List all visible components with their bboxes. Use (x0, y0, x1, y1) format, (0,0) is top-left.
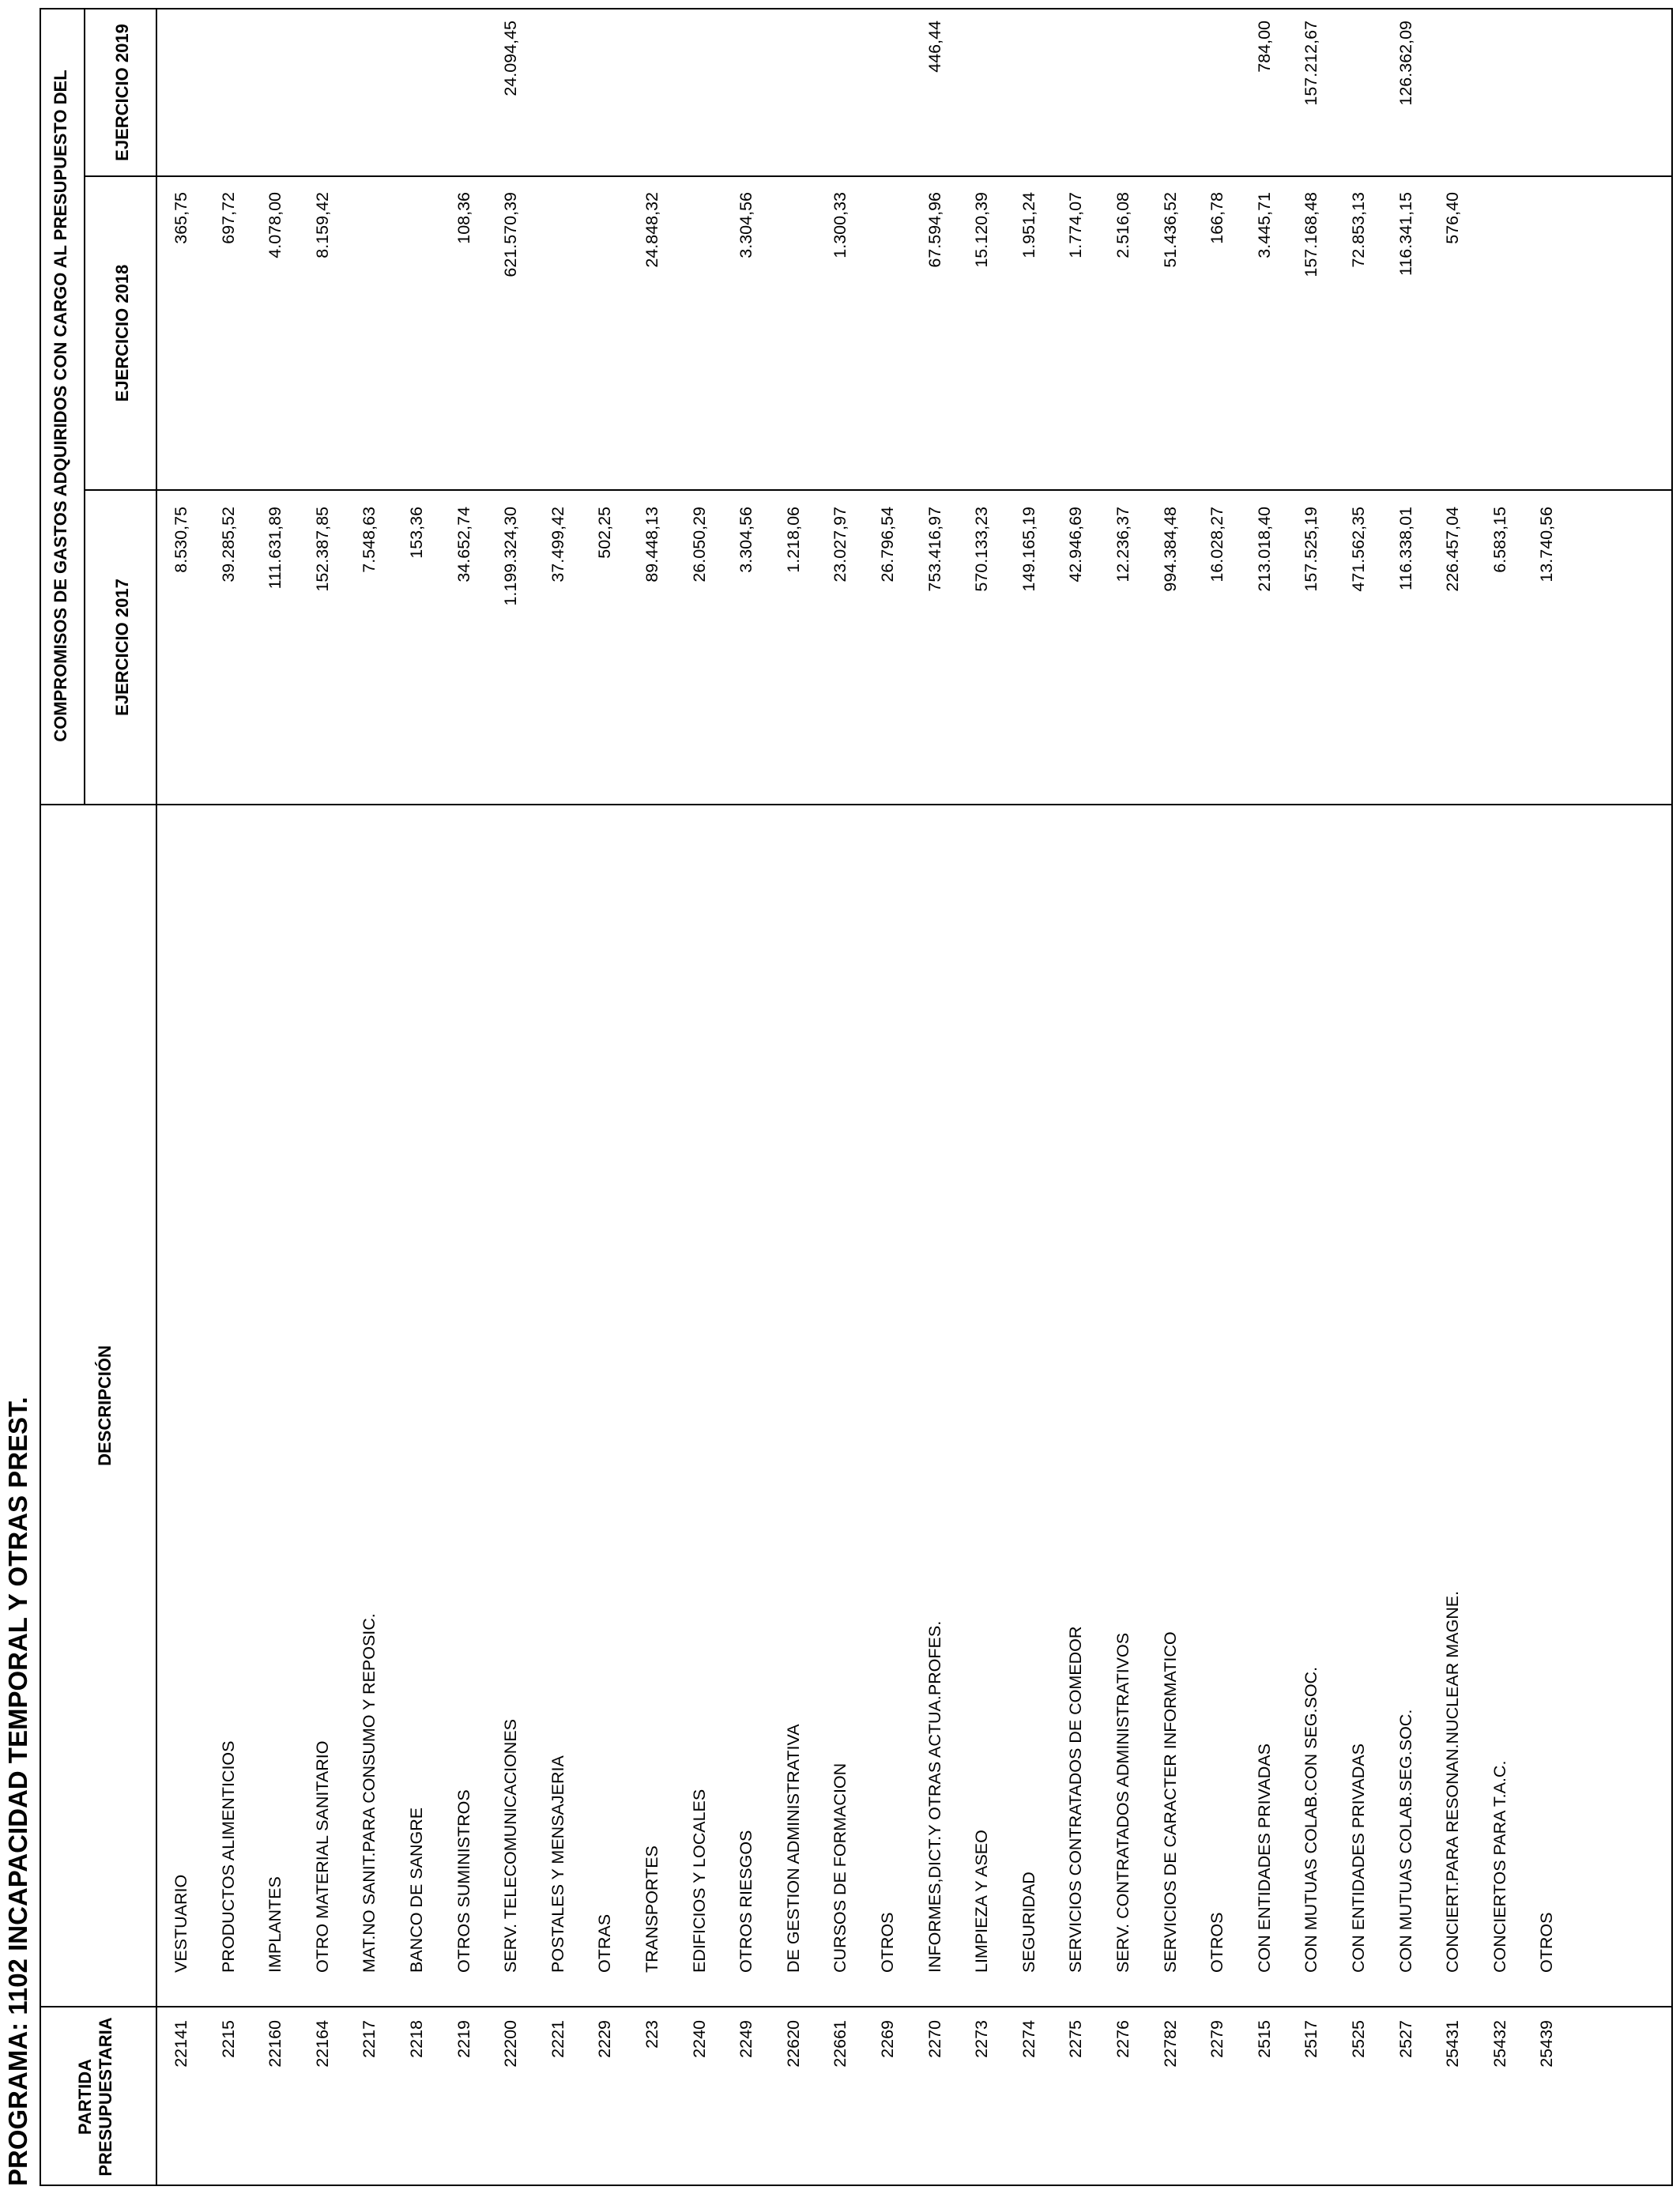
header-descripcion: DESCRIPCIÓN (95, 1345, 115, 1466)
cell-descripcion: CON MUTUAS COLAB.CON SEG.SOC. (1301, 1666, 1321, 1973)
cell-ejercicio-2017: 26.796,54 (878, 507, 897, 582)
cell-ejercicio-2017: 157.525,19 (1301, 507, 1321, 592)
cell-partida: 2215 (218, 2020, 238, 2058)
cell-partida: 2279 (1207, 2020, 1227, 2058)
cell-descripcion: OTROS (878, 1912, 897, 1973)
cell-ejercicio-2018: 1.300,33 (831, 192, 850, 258)
cell-ejercicio-2017: 213.018,40 (1254, 507, 1274, 592)
col-rule-2 (40, 804, 1673, 805)
cell-ejercicio-2019: 24.094,45 (501, 21, 521, 96)
cell-partida: 2229 (595, 2020, 615, 2058)
cell-ejercicio-2017: 8.530,75 (171, 507, 190, 573)
table-bottom-rule (1671, 8, 1673, 2186)
cell-descripcion: SERVICIOS CONTRATADOS DE COMEDOR (1066, 1626, 1086, 1973)
cell-partida: 2517 (1301, 2020, 1321, 2058)
cell-ejercicio-2017: 34.652,74 (454, 507, 473, 582)
cell-ejercicio-2018: 576,40 (1443, 192, 1463, 244)
cell-ejercicio-2017: 3.304,56 (736, 507, 756, 573)
cell-descripcion: CONCIERT.PARA RESONAN.NUCLEAR MAGNE. (1443, 1590, 1463, 1973)
cell-partida: 22620 (783, 2020, 803, 2068)
cell-ejercicio-2017: 37.499,42 (548, 507, 567, 582)
cell-ejercicio-2017: 23.027,97 (831, 507, 850, 582)
cell-partida: 2274 (1019, 2020, 1038, 2058)
cell-ejercicio-2017: 149.165,19 (1019, 507, 1038, 592)
cell-ejercicio-2019: 157.212,67 (1301, 21, 1321, 106)
cell-partida: 2221 (548, 2020, 567, 2058)
program-title: PROGRAMA: 1102 INCAPACIDAD TEMPORAL Y OTRAS PREST. (3, 1397, 32, 2186)
header-ejercicio-2018: EJERCICIO 2018 (112, 264, 132, 402)
cell-ejercicio-2017: 1.199.324,30 (501, 507, 521, 606)
cell-ejercicio-2018: 157.168,48 (1301, 192, 1321, 277)
cell-descripcion: INFORMES,DICT.Y OTRAS ACTUA.PROFES. (925, 1620, 944, 1973)
cell-partida: 2515 (1254, 2020, 1274, 2058)
cell-ejercicio-2017: 502,25 (595, 507, 615, 559)
cell-descripcion: VESTUARIO (171, 1874, 190, 1973)
cell-ejercicio-2018: 24.848,32 (642, 192, 661, 268)
cell-partida: 2269 (878, 2020, 897, 2058)
cell-descripcion: SERV. TELECOMUNICACIONES (501, 1719, 521, 1973)
cell-ejercicio-2018: 116.341,15 (1396, 192, 1415, 277)
cell-partida: 22200 (501, 2020, 521, 2068)
header-bottom-rule (156, 8, 157, 2186)
cell-ejercicio-2019: 784,00 (1254, 21, 1274, 73)
cell-descripcion: LIMPIEZA Y ASEO (972, 1830, 992, 1973)
cell-ejercicio-2018: 3.304,56 (736, 192, 756, 258)
table-top-rule (40, 8, 41, 2186)
cell-descripcion: OTROS RIESGOS (736, 1830, 756, 1973)
cell-descripcion: OTROS SUMINISTROS (454, 1789, 473, 1973)
cell-ejercicio-2017: 42.946,69 (1066, 507, 1086, 582)
cell-ejercicio-2018: 1.951,24 (1019, 192, 1038, 258)
cell-ejercicio-2017: 16.028,27 (1207, 507, 1227, 582)
table-left-rule (40, 2185, 1673, 2186)
cell-partida: 2275 (1066, 2020, 1086, 2058)
cell-partida: 2270 (925, 2020, 944, 2058)
cell-descripcion: CONCIERTOS PARA T.A.C. (1490, 1760, 1509, 1973)
cell-ejercicio-2018: 621.570,39 (501, 192, 521, 277)
cell-ejercicio-2018: 1.774,07 (1066, 192, 1086, 258)
cell-ejercicio-2017: 753.416,97 (925, 507, 944, 592)
cell-descripcion: SEGURIDAD (1019, 1872, 1038, 1973)
cell-ejercicio-2017: 39.285,52 (218, 507, 238, 582)
cell-ejercicio-2017: 570.133,23 (972, 507, 992, 592)
cell-partida: 25432 (1490, 2020, 1509, 2068)
cell-descripcion: BANCO DE SANGRE (407, 1807, 426, 1973)
cell-ejercicio-2018: 108,36 (454, 192, 473, 244)
col-rule-1 (40, 2006, 1673, 2007)
cell-descripcion: CON MUTUAS COLAB.SEG.SOC. (1396, 1709, 1415, 1973)
cell-ejercicio-2017: 111.631,89 (266, 507, 285, 590)
cell-ejercicio-2018: 8.159,42 (312, 192, 332, 258)
cell-partida: 22782 (1160, 2020, 1180, 2068)
cell-partida: 2219 (454, 2020, 473, 2058)
cell-ejercicio-2017: 471.562,35 (1349, 507, 1368, 592)
cell-descripcion: CON ENTIDADES PRIVADAS (1349, 1744, 1368, 1973)
cell-descripcion: OTRO MATERIAL SANITARIO (312, 1740, 332, 1973)
header-ejercicio-2017: EJERCICIO 2017 (112, 579, 132, 716)
cell-partida: 25431 (1443, 2020, 1463, 2068)
cell-ejercicio-2017: 1.218,06 (783, 507, 803, 573)
col-rule-5 (84, 8, 1673, 9)
group-header-rule (84, 8, 85, 805)
header-ejercicio-2019: EJERCICIO 2019 (112, 24, 132, 161)
cell-partida: 25439 (1537, 2020, 1557, 2068)
cell-ejercicio-2017: 13.740,56 (1537, 507, 1557, 582)
cell-ejercicio-2018: 3.445,71 (1254, 192, 1274, 258)
col-rule-4 (84, 175, 1673, 177)
cell-partida: 22661 (831, 2020, 850, 2068)
cell-ejercicio-2017: 153,36 (407, 507, 426, 559)
cell-ejercicio-2018: 166,78 (1207, 192, 1227, 244)
cell-ejercicio-2018: 15.120,39 (972, 192, 992, 268)
cell-descripcion: EDIFICIOS Y LOCALES (689, 1789, 709, 1973)
header-compromisos: COMPROMISOS DE GASTOS ADQUIRIDOS CON CARGO AL PRESUPUESTO DEL (51, 70, 70, 742)
cell-ejercicio-2018: 67.594,96 (925, 192, 944, 268)
cell-ejercicio-2018: 2.516,08 (1113, 192, 1132, 258)
cell-ejercicio-2018: 51.436,52 (1160, 192, 1180, 268)
cell-descripcion: TRANSPORTES (642, 1845, 661, 1973)
cell-descripcion: OTROS (1207, 1912, 1227, 1973)
cell-descripcion: SERV. CONTRATADOS ADMINISTRATIVOS (1113, 1632, 1132, 1973)
cell-partida: 2217 (360, 2020, 379, 2058)
cell-partida: 2273 (972, 2020, 992, 2058)
cell-ejercicio-2017: 7.548,63 (360, 507, 379, 573)
cell-ejercicio-2019: 126.362,09 (1396, 21, 1415, 106)
cell-descripcion: POSTALES Y MENSAJERIA (548, 1755, 567, 1973)
cell-ejercicio-2018: 697,72 (218, 192, 238, 244)
cell-ejercicio-2017: 116.338,01 (1396, 507, 1415, 591)
cell-ejercicio-2017: 226.457,04 (1443, 507, 1463, 592)
cell-partida: 22164 (312, 2020, 332, 2068)
cell-descripcion: SERVICIOS DE CARACTER INFORMATICO (1160, 1631, 1180, 1973)
cell-partida: 2276 (1113, 2020, 1132, 2058)
cell-ejercicio-2017: 26.050,29 (689, 507, 709, 582)
cell-partida: 2240 (689, 2020, 709, 2058)
cell-ejercicio-2017: 89.448,13 (642, 507, 661, 582)
cell-ejercicio-2017: 6.583,15 (1490, 507, 1509, 573)
cell-descripcion: IMPLANTES (266, 1876, 285, 1973)
cell-partida: 22141 (171, 2020, 190, 2068)
cell-descripcion: OTRAS (595, 1913, 615, 1973)
cell-partida: 223 (642, 2020, 661, 2049)
cell-partida: 2525 (1349, 2020, 1368, 2058)
cell-ejercicio-2017: 12.236,37 (1113, 507, 1132, 582)
cell-ejercicio-2018: 4.078,00 (266, 192, 285, 258)
cell-ejercicio-2017: 994.384,48 (1160, 507, 1180, 592)
cell-descripcion: PRODUCTOS ALIMENTICIOS (218, 1740, 238, 1973)
cell-partida: 22160 (266, 2020, 285, 2068)
cell-descripcion: OTROS (1537, 1912, 1557, 1973)
cell-partida: 2218 (407, 2020, 426, 2058)
header-partida: PARTIDA PRESUPUESTARIA (75, 2017, 115, 2177)
cell-ejercicio-2018: 365,75 (171, 192, 190, 244)
cell-descripcion: CURSOS DE FORMACION (831, 1762, 850, 1973)
cell-partida: 2527 (1396, 2020, 1415, 2058)
cell-ejercicio-2019: 446,44 (925, 21, 944, 73)
col-rule-3 (84, 489, 1673, 491)
cell-ejercicio-2017: 152.387,85 (312, 507, 332, 592)
cell-descripcion: DE GESTION ADMINISTRATIVA (783, 1724, 803, 1973)
cell-partida: 2249 (736, 2020, 756, 2058)
cell-ejercicio-2018: 72.853,13 (1349, 192, 1368, 268)
cell-descripcion: CON ENTIDADES PRIVADAS (1254, 1744, 1274, 1973)
cell-descripcion: MAT.NO SANIT.PARA CONSUMO Y REPOSIC. (360, 1613, 379, 1973)
